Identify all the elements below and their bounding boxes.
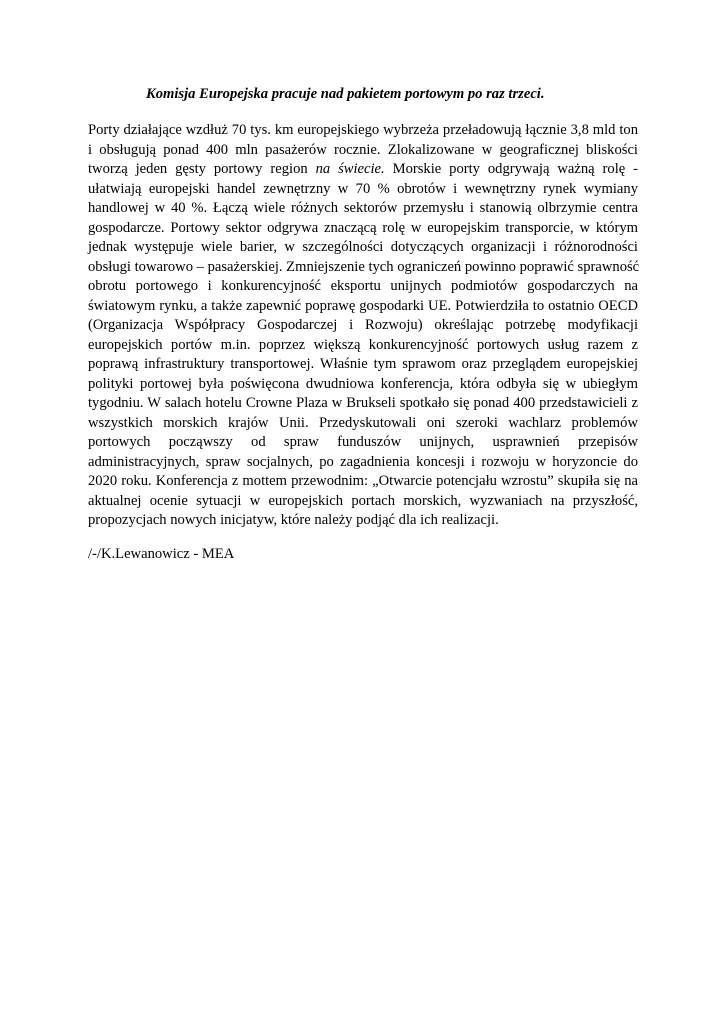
body-line: administracyjnych, spraw socjalnych, po zagadnienia koncesji i rozwoju w horyzoncie do [88,453,638,470]
body-line: światowym rynku, a także zapewnić poprawę gospodarki UE. Potwierdziła to ostatnio OECD [88,297,638,314]
body-line: (Organizacja Współpracy Gospodarczej i Rozwoju) określając potrzebę modyfikacji [88,317,638,333]
body-line: gospodarcze. Portowy sektor odgrywa znaczącą rolę w europejskim transporcie, w którym [88,219,638,236]
body-line: portowych począwszy od spraw funduszów unijnych, usprawnień przepisów [88,434,638,450]
body-line: propozycjach nowych inicjatyw, które należy podjąć dla ich realizacji. [88,512,499,528]
body-line: jednak występuje wiele barier, w szczególności dotyczących organizacji i różnorodności [88,239,638,255]
body-line: 2020 roku. Konferencja z mottem przewodnim: „Otwarcie potencjału wzrostu” skupiła się na [88,473,638,489]
body-line-segment: Morskie porty odgrywają ważną rolę - [384,161,638,177]
article-body [88,121,638,531]
body-line: tygodniu. W salach hotelu Crowne Plaza w Brukseli spotkało się ponad 400 przedstawicieli z [88,395,638,411]
body-line: polityki portowej była poświęcona dwudniowa konferencja, która odbyła się w ubiegłym [88,375,638,392]
body-line: obrotu portowego i konkurencyjność eksportu unijnych podmiotów gospodarczych na [88,278,638,294]
body-line: handlowej w 40 %. Łączą wiele różnych sektorów przemysłu i stanowią olbrzymie centra [88,200,638,216]
body-line [88,160,638,180]
author-signature: /-/K.Lewanowicz - MEA [88,546,235,562]
body-line: aktualnej ocenie sytuacji w europejskich portach morskich, wyzwaniach na przyszłość, [88,492,638,509]
body-line: i obsługują ponad 400 mln pasażerów rocznie. Zlokalizowane w geograficznej bliskości [88,141,638,158]
body-line-segment: tworzą jeden gęsty portowy region [88,161,316,177]
body-line: obsługi towarowo – pasażerskiej. Zmniejszenie tych ograniczeń powinno poprawić sprawność [88,258,640,275]
body-line: wszystkich morskich krajów Unii. Przedyskutowali oni szeroki wachlarz problemów [88,414,638,431]
emphasized-phrase: na świecie. [315,161,385,177]
body-line: europejskich portów m.in. poprzez większą konkurencyjność portowych usług razem z [88,336,638,353]
body-line: Porty działające wzdłuż 70 tys. km europejskiego wybrzeża przeładowują łącznie 3,8 mld ton [88,122,638,138]
document-title: Komisja Europejska pracuje nad pakietem portowym po raz trzeci. [146,86,545,102]
body-line: ułatwiają europejski handel zewnętrzny w 70 % obrotów i wewnętrzny rynek wymiany [88,180,638,197]
body-line: poprawą infrastruktury transportowej. Właśnie tym sprawom oraz przeglądem europejskiej [88,356,638,372]
